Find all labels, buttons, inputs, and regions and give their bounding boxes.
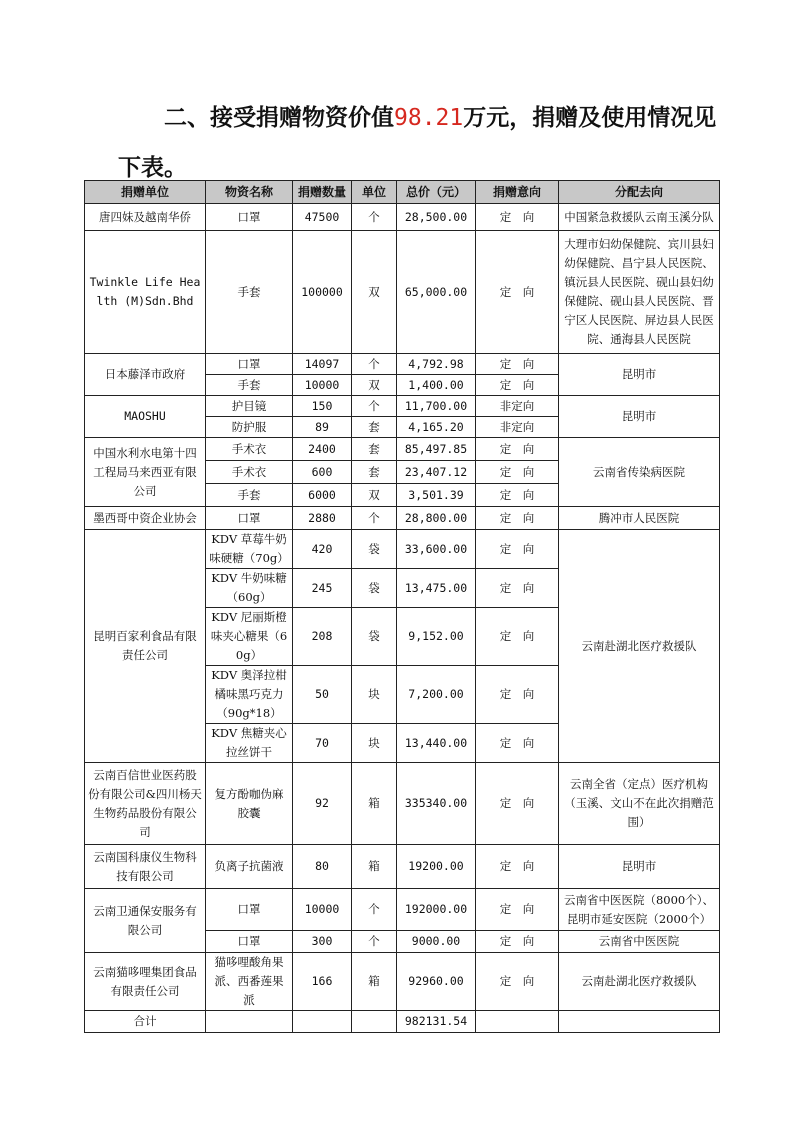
empty-cell: [206, 1011, 293, 1033]
unit-cell: 袋: [352, 530, 397, 569]
qty-cell: 2400: [293, 438, 352, 461]
heading-line2: 下表。: [118, 155, 187, 181]
qty-cell: 14097: [293, 354, 352, 375]
unit-cell: 个: [352, 354, 397, 375]
qty-cell: 10000: [293, 889, 352, 931]
item-cell: 口罩: [206, 889, 293, 931]
table-row: [85, 889, 720, 931]
price-cell: 7,200.00: [397, 666, 476, 724]
price-cell: 13,475.00: [397, 569, 476, 608]
destination-cell: 昆明市: [559, 396, 720, 438]
qty-cell: 80: [293, 845, 352, 889]
price-cell: 19200.00: [397, 845, 476, 889]
table-row: [85, 354, 720, 375]
item-cell: 口罩: [206, 507, 293, 530]
item-cell: 防护服: [206, 417, 293, 438]
qty-cell: 47500: [293, 204, 352, 231]
item-cell: KDV 奥泽拉柑橘味黑巧克力（90g*18）: [206, 666, 293, 724]
qty-cell: 245: [293, 569, 352, 608]
donor-cell: 中国水利水电第十四工程局马来西亚有限公司: [85, 438, 206, 507]
unit-cell: 块: [352, 666, 397, 724]
price-cell: 1,400.00: [397, 375, 476, 396]
header-destination: 分配去向: [559, 181, 720, 204]
unit-cell: 个: [352, 396, 397, 417]
destination-cell: 云南赴湖北医疗救援队: [559, 953, 720, 1011]
price-cell: 33,600.00: [397, 530, 476, 569]
destination-cell: 中国紧急救援队云南玉溪分队: [559, 204, 720, 231]
intent-cell: 定 向: [476, 461, 559, 484]
table-row: [85, 396, 720, 417]
intent-cell: 定 向: [476, 845, 559, 889]
intent-cell: 定 向: [476, 763, 559, 845]
unit-cell: 个: [352, 889, 397, 931]
price-cell: 4,165.20: [397, 417, 476, 438]
unit-cell: 块: [352, 724, 397, 763]
item-cell: 护目镜: [206, 396, 293, 417]
intent-cell: 定 向: [476, 375, 559, 396]
destination-cell: 云南省传染病医院: [559, 438, 720, 507]
header-price: 总价（元）: [397, 181, 476, 204]
empty-cell: [559, 1011, 720, 1033]
price-cell: 85,497.85: [397, 438, 476, 461]
heading-prefix: 二、接受捐赠物资价值: [164, 105, 394, 131]
item-cell: 复方酚咖伪麻胶囊: [206, 763, 293, 845]
qty-cell: 89: [293, 417, 352, 438]
intent-cell: 定 向: [476, 354, 559, 375]
table-total-row: [85, 1011, 720, 1033]
destination-cell: 昆明市: [559, 845, 720, 889]
donor-cell: 唐四妹及越南华侨: [85, 204, 206, 231]
price-cell: 65,000.00: [397, 231, 476, 354]
section-heading: [118, 96, 718, 190]
unit-cell: 箱: [352, 845, 397, 889]
item-cell: 负离子抗菌液: [206, 845, 293, 889]
qty-cell: 420: [293, 530, 352, 569]
qty-cell: 600: [293, 461, 352, 484]
intent-cell: 定 向: [476, 507, 559, 530]
donor-cell: 墨西哥中资企业协会: [85, 507, 206, 530]
destination-cell: 云南省中医医院: [559, 931, 720, 953]
donor-cell: 云南卫通保安服务有限公司: [85, 889, 206, 953]
item-cell: 手术衣: [206, 461, 293, 484]
intent-cell: 定 向: [476, 608, 559, 666]
empty-cell: [293, 1011, 352, 1033]
item-cell: 手套: [206, 231, 293, 354]
header-unit: 单位: [352, 181, 397, 204]
unit-cell: 双: [352, 375, 397, 396]
intent-cell: 定 向: [476, 569, 559, 608]
intent-cell: 定 向: [476, 953, 559, 1011]
item-cell: KDV 焦糖夹心拉丝饼干: [206, 724, 293, 763]
heading-amount: 98.21: [394, 105, 464, 131]
header-intent: 捐赠意向: [476, 181, 559, 204]
qty-cell: 150: [293, 396, 352, 417]
unit-cell: 箱: [352, 763, 397, 845]
item-cell: KDV 牛奶味糖（60g）: [206, 569, 293, 608]
intent-cell: 定 向: [476, 438, 559, 461]
qty-cell: 100000: [293, 231, 352, 354]
header-qty: 捐赠数量: [293, 181, 352, 204]
destination-cell: 大理市妇幼保健院、宾川县妇幼保健院、昌宁县人民医院、镇沅县人民医院、砚山县妇幼保健院、砚山县人民医院、晋宁区人民医院、屏边县人民医院、通海县人民医院: [559, 231, 720, 354]
intent-cell: 定 向: [476, 530, 559, 569]
header-donor: 捐赠单位: [85, 181, 206, 204]
donor-cell: 云南国科康仪生物科技有限公司: [85, 845, 206, 889]
intent-cell: 定 向: [476, 204, 559, 231]
table-row: [85, 507, 720, 530]
heading-suffix: 万元，捐赠及使用情况见: [463, 105, 717, 131]
item-cell: 手术衣: [206, 438, 293, 461]
destination-cell: 云南赴湖北医疗救援队: [559, 530, 720, 763]
destination-cell: 云南省中医医院（8000个）、昆明市延安医院（2000个）: [559, 889, 720, 931]
table-row: [85, 438, 720, 461]
destination-cell: 云南全省（定点）医疗机构（玉溪、文山不在此次捐赠范围）: [559, 763, 720, 845]
intent-cell: 定 向: [476, 666, 559, 724]
header-item: 物资名称: [206, 181, 293, 204]
qty-cell: 208: [293, 608, 352, 666]
destination-cell: 腾冲市人民医院: [559, 507, 720, 530]
table-row: [85, 845, 720, 889]
price-cell: 28,500.00: [397, 204, 476, 231]
intent-cell: 定 向: [476, 889, 559, 931]
qty-cell: 2880: [293, 507, 352, 530]
table-row: [85, 530, 720, 569]
price-cell: 23,407.12: [397, 461, 476, 484]
price-cell: 13,440.00: [397, 724, 476, 763]
item-cell: 口罩: [206, 931, 293, 953]
destination-cell: 昆明市: [559, 354, 720, 396]
unit-cell: 箱: [352, 953, 397, 1011]
donor-cell: 云南百信世业医药股份有限公司&四川杨天生物药品股份有限公司: [85, 763, 206, 845]
table-row: [85, 763, 720, 845]
qty-cell: 300: [293, 931, 352, 953]
item-cell: KDV 草莓牛奶味硬糖（70g）: [206, 530, 293, 569]
unit-cell: 套: [352, 461, 397, 484]
unit-cell: 套: [352, 438, 397, 461]
intent-cell: 定 向: [476, 724, 559, 763]
total-value: 982131.54: [397, 1011, 476, 1033]
qty-cell: 70: [293, 724, 352, 763]
unit-cell: 套: [352, 417, 397, 438]
price-cell: 335340.00: [397, 763, 476, 845]
price-cell: 192000.00: [397, 889, 476, 931]
unit-cell: 个: [352, 204, 397, 231]
price-cell: 4,792.98: [397, 354, 476, 375]
intent-cell: 定 向: [476, 931, 559, 953]
donor-cell: MAOSHU: [85, 396, 206, 438]
donor-cell: 日本藤泽市政府: [85, 354, 206, 396]
table-row: [85, 953, 720, 1011]
item-cell: 猫哆哩酸角果派、西番莲果派: [206, 953, 293, 1011]
unit-cell: 双: [352, 484, 397, 507]
qty-cell: 92: [293, 763, 352, 845]
qty-cell: 10000: [293, 375, 352, 396]
intent-cell: 定 向: [476, 231, 559, 354]
unit-cell: 个: [352, 931, 397, 953]
qty-cell: 166: [293, 953, 352, 1011]
unit-cell: 个: [352, 507, 397, 530]
donor-cell: 昆明百家利食品有限责任公司: [85, 530, 206, 763]
table-header-row: [85, 181, 720, 204]
qty-cell: 50: [293, 666, 352, 724]
table-row: [85, 231, 720, 354]
price-cell: 9000.00: [397, 931, 476, 953]
intent-cell: 非定向: [476, 396, 559, 417]
item-cell: 口罩: [206, 354, 293, 375]
price-cell: 11,700.00: [397, 396, 476, 417]
total-label: 合计: [85, 1011, 206, 1033]
price-cell: 3,501.39: [397, 484, 476, 507]
intent-cell: 定 向: [476, 484, 559, 507]
donor-cell: 云南猫哆哩集团食品有限责任公司: [85, 953, 206, 1011]
qty-cell: 6000: [293, 484, 352, 507]
donor-cell: Twinkle Life Health (M)Sdn.Bhd: [85, 231, 206, 354]
price-cell: 9,152.00: [397, 608, 476, 666]
item-cell: KDV 尼丽斯橙味夹心糖果（60g）: [206, 608, 293, 666]
item-cell: 手套: [206, 375, 293, 396]
intent-cell: 非定向: [476, 417, 559, 438]
unit-cell: 袋: [352, 569, 397, 608]
empty-cell: [476, 1011, 559, 1033]
unit-cell: 双: [352, 231, 397, 354]
item-cell: 口罩: [206, 204, 293, 231]
unit-cell: 袋: [352, 608, 397, 666]
empty-cell: [352, 1011, 397, 1033]
price-cell: 92960.00: [397, 953, 476, 1011]
item-cell: 手套: [206, 484, 293, 507]
price-cell: 28,800.00: [397, 507, 476, 530]
table-row: [85, 204, 720, 231]
donation-table: [84, 180, 720, 1033]
